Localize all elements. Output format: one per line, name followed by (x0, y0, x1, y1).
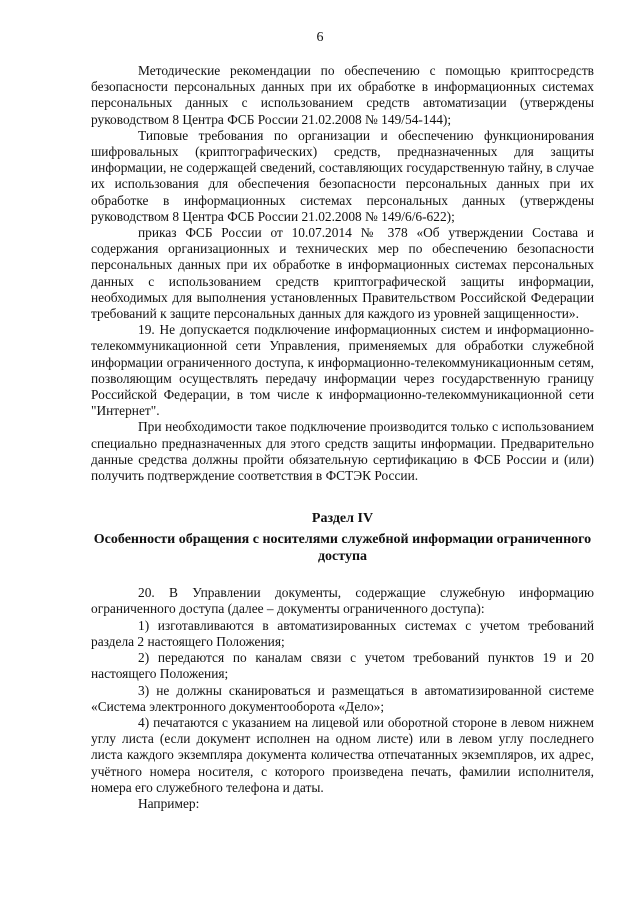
list-item-3: 3) не должны сканироваться и размещаться в автоматизированной системе «Система электронного документооборота «Дело»; (91, 682, 594, 714)
list-item-2: 2) передаются по каналам связи с учетом требований пунктов 19 и 20 настоящего Положения; (91, 650, 594, 682)
paragraph-item-19: 19. Не допускается подключение информационных систем и информационно-телекоммуникационной сети Управления, применяемых для обработки служебной информации ограниченного доступа, к информационно-телекоммуникационным сетям, позволяющим осуществлять передачу информации через государственную границу Российской Федерации, в том числе к информационно-телекоммуникационной сети "Интернет". (91, 322, 594, 419)
section-title: Особенности обращения с носителями служебной информации ограниченного доступа (93, 532, 592, 565)
list-item-4: 4) печатаются с указанием на лицевой или оборотной стороне в левом нижнем углу листа (если документ исполнен на одном листе) или в левом углу последнего листа каждого экземпляра документа количества отпечатанных экземпляров, их адрес, учётного номера носителя, с которого произведена печать, фамилии исполнителя, номера его служебного телефона и даты. (91, 714, 594, 795)
paragraph-connection-requirement: При необходимости такое подключение производится только с использованием специально предназначенных для этого средств защиты информации. Предварительно данные средства должны пройти обязательную сертификацию в ФСБ России и (или) получить подтверждение соответствия в ФСТЭК России. (91, 419, 594, 484)
section-heading: Раздел IV (311, 511, 374, 527)
paragraph-typical-requirements: Типовые требования по организации и обеспечению функционирования шифровальных (криптографических) средств, предназначенных для защиты информации, не содержащей сведений, составляющих государственную тайну, в случае их использования для обеспечения безопасности персональных данных при их обработке в информационных системах персональных данных (утверждены руководством 8 Центра ФСБ России 21.02.2008 № 149/6/6-622); (91, 127, 594, 224)
paragraph-example: Например: (138, 795, 200, 811)
paragraph-fsb-order: приказ ФСБ России от 10.07.2014 № 378 «Об утверждении Состава и содержания организационных и технических мер по обеспечению безопасности персональных данных при их обработке в информационных системах персональных данных с использованием средств криптографической защиты информации, необходимых для выполнения установленных Правительством Российской Федерации требований к защите персональных данных для каждого из уровней защищенности». (91, 225, 594, 322)
paragraph-item-20: 20. В Управлении документы, содержащие служебную информацию ограниченного доступа (далее – документы ограниченного доступа): (91, 585, 594, 617)
list-item-1: 1) изготавливаются в автоматизированных системах с учетом требований раздела 2 настоящего Положения; (91, 617, 594, 649)
page-number: 6 (316, 30, 324, 45)
paragraph-methodical-recommendations: Методические рекомендации по обеспечению с помощью криптосредств безопасности персональных данных при их обработке в информационных системах персональных данных с использованием средств автоматизации (утверждены руководством 8 Центра ФСБ России 21.02.2008 № 149/54-144); (91, 63, 594, 127)
document-body (91, 63, 594, 812)
